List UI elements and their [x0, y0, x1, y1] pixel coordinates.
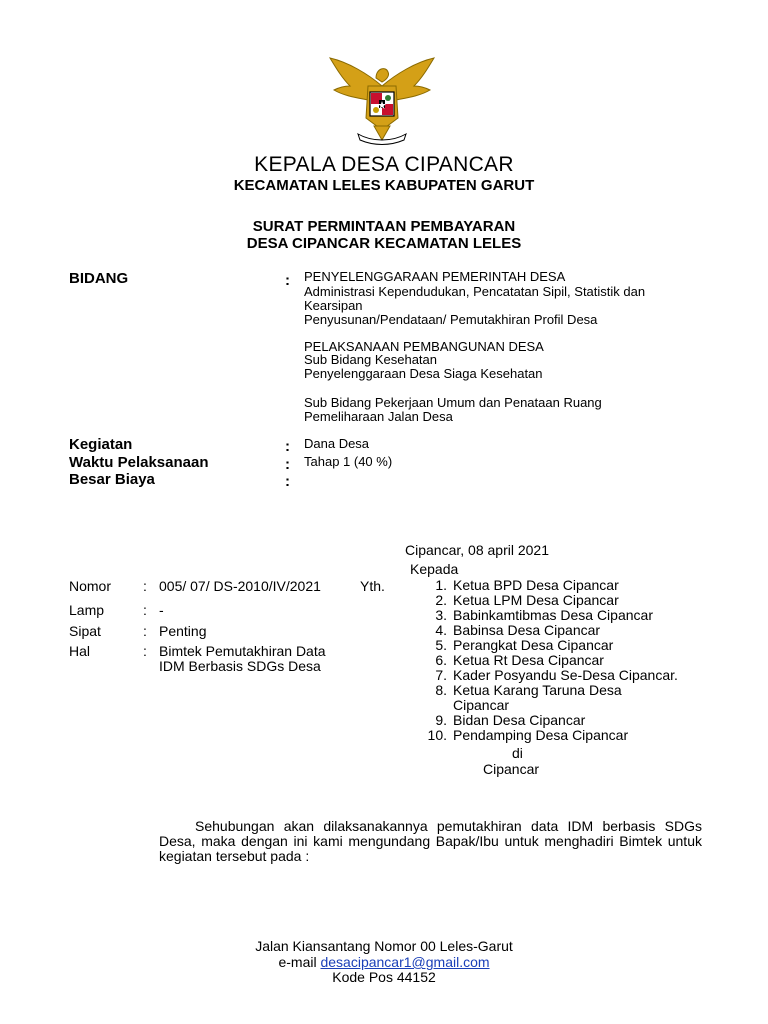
bidang-line: PELAKSANAAN PEMBANGUNAN DESA	[304, 339, 544, 354]
meta-label-hal: Hal	[69, 643, 91, 659]
detail-colon: :	[285, 456, 290, 473]
document-title-line-2: DESA CIPANCAR KECAMATAN LELES	[246, 235, 522, 252]
list-item	[425, 623, 678, 638]
di-label: di	[512, 745, 523, 761]
list-item	[425, 728, 678, 743]
list-item-number: 2.	[435, 592, 447, 608]
list-item-text: Ketua Karang Taruna Desa	[453, 682, 622, 698]
recipient-list	[425, 578, 678, 743]
list-item-text-cont: Cipancar	[453, 697, 510, 713]
list-item-text: Bidan Desa Cipancar	[453, 712, 586, 728]
detail-colon: :	[285, 438, 290, 455]
meta-label-sipat: Sipat	[69, 623, 101, 639]
detail-value-waktu: Tahap 1 (40 %)	[304, 454, 393, 469]
bidang-line: Kearsipan	[304, 298, 363, 313]
detail-value-kegiatan: Dana Desa	[304, 436, 370, 451]
list-item	[425, 653, 678, 668]
bidang-label: BIDANG	[69, 270, 129, 287]
list-item-text: Babinsa Desa Cipancar	[453, 622, 601, 638]
bidang-line: Penyelenggaraan Desa Siaga Kesehatan	[304, 366, 543, 381]
detail-label-kegiatan: Kegiatan	[69, 436, 133, 453]
meta-value-hal-2: IDM Berbasis SDGs Desa	[159, 658, 321, 674]
body-text: Sehubungan akan dilaksanakannya pemutakhiran data IDM berbasis SDGs Desa, maka dengan ini kami mengundang Bapak/Ibu untuk menghadiri Bimtek untuk kegiatan tersebut pada :	[159, 818, 702, 864]
list-item-number: 4.	[435, 622, 447, 638]
list-item	[425, 668, 678, 683]
meta-value-sipat: Penting	[159, 623, 207, 639]
list-item-text: Pendamping Desa Cipancar	[453, 727, 629, 743]
meta-label-lamp: Lamp	[69, 602, 105, 618]
list-item-number: 1.	[435, 577, 447, 593]
list-item	[425, 578, 678, 593]
list-item-number: 9.	[435, 712, 447, 728]
bidang-line: PENYELENGGARAAN PEMERINTAH DESA	[304, 269, 566, 284]
bidang-line: Sub Bidang Pekerjaan Umum dan Penataan Ruang	[304, 395, 602, 410]
footer-email-line	[0, 954, 768, 970]
list-item-number: 8.	[435, 682, 447, 698]
meta-label-nomor: Nomor	[69, 578, 112, 594]
list-item-number: 3.	[435, 607, 447, 623]
bidang-line: Pemeliharaan Jalan Desa	[304, 409, 453, 424]
list-item-text: Ketua BPD Desa Cipancar	[453, 577, 619, 593]
list-item-number: 10.	[427, 727, 447, 743]
list-item-text: Perangkat Desa Cipancar	[453, 637, 614, 653]
yth-label: Yth.	[360, 578, 385, 594]
meta-colon: :	[143, 602, 147, 618]
di-place: Cipancar	[483, 761, 540, 777]
garuda-pancasila-emblem-icon	[328, 56, 436, 146]
meta-value-hal: Bimtek Pemutakhiran Data	[159, 643, 326, 659]
header-title: KEPALA DESA CIPANCAR	[254, 153, 514, 176]
footer-email-label: e-mail	[278, 954, 321, 970]
list-item-text: Babinkamtibmas Desa Cipancar	[453, 607, 653, 623]
list-item	[425, 713, 678, 728]
footer-postal: Kode Pos 44152	[332, 969, 436, 985]
detail-colon: :	[285, 473, 290, 490]
meta-colon: :	[143, 643, 147, 659]
list-item-number: 5.	[435, 637, 447, 653]
list-item-text: Kader Posyandu Se-Desa Cipancar.	[453, 667, 678, 683]
kepada-label: Kepada	[410, 561, 459, 577]
list-item-text: Ketua LPM Desa Cipancar	[453, 592, 619, 608]
footer-email-link[interactable]: desacipancar1@gmail.com	[320, 954, 490, 970]
header-subtitle: KECAMATAN LELES KABUPATEN GARUT	[233, 177, 535, 194]
bidang-line: Administrasi Kependudukan, Pencatatan Sipil, Statistik dan	[304, 284, 646, 299]
bidang-colon: :	[285, 272, 290, 289]
place-date: Cipancar, 08 april 2021	[405, 542, 549, 558]
meta-colon: :	[143, 623, 147, 639]
list-item	[425, 683, 678, 713]
list-item	[425, 638, 678, 653]
list-item	[425, 608, 678, 623]
footer-address: Jalan Kiansantang Nomor 00 Leles-Garut	[255, 938, 513, 954]
meta-value-nomor: 005/ 07/ DS-2010/IV/2021	[159, 578, 321, 594]
list-item	[425, 593, 678, 608]
body-paragraph	[159, 819, 702, 864]
list-item-text: Ketua Rt Desa Cipancar	[453, 652, 604, 668]
list-item-number: 7.	[435, 667, 447, 683]
meta-colon: :	[143, 578, 147, 594]
bidang-line: Penyusunan/Pendataan/ Pemutakhiran Profil Desa	[304, 312, 598, 327]
bidang-line: Sub Bidang Kesehatan	[304, 352, 437, 367]
list-item-number: 6.	[435, 652, 447, 668]
document-title-line-1: SURAT PERMINTAAN PEMBAYARAN	[252, 218, 516, 235]
detail-label-biaya: Besar Biaya	[69, 471, 155, 488]
meta-value-lamp: -	[159, 602, 164, 618]
detail-label-waktu: Waktu Pelaksanaan	[69, 454, 209, 471]
